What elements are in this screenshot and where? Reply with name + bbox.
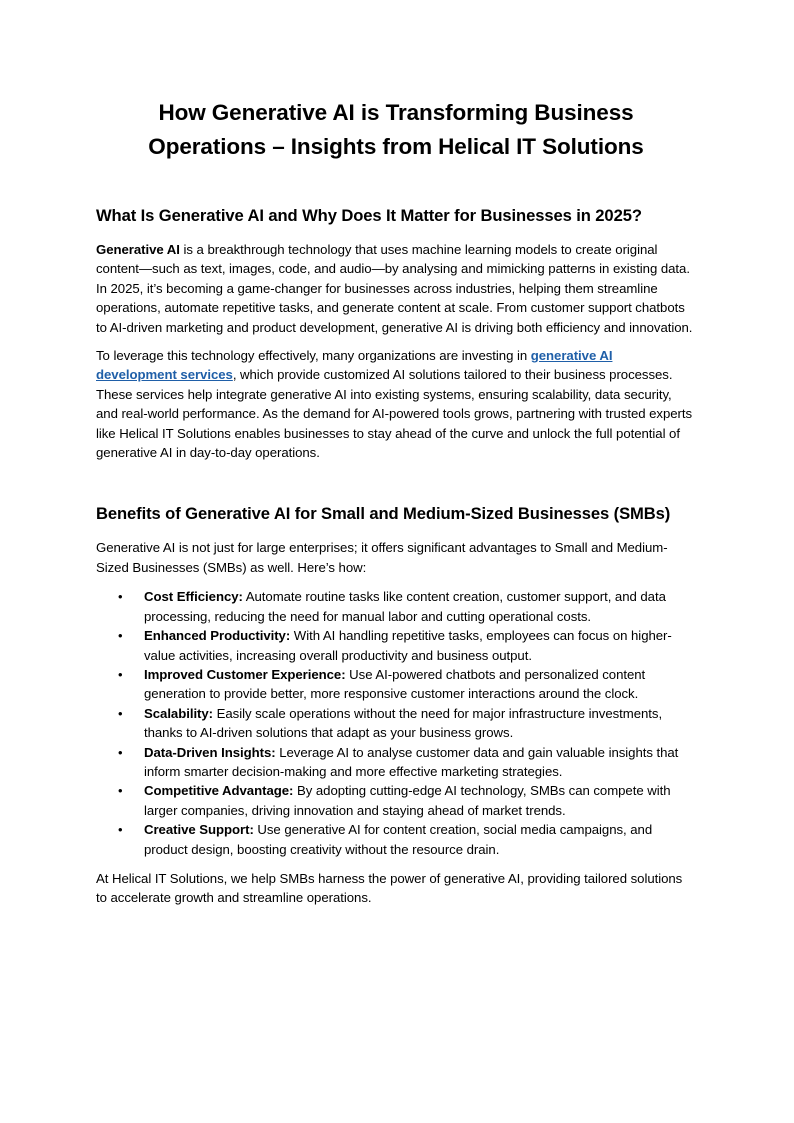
benefit-label: Enhanced Productivity: — [144, 628, 291, 644]
benefit-label: Data-Driven Insights: — [144, 744, 276, 760]
list-item — [96, 820, 696, 859]
bullet-icon: • — [118, 628, 123, 644]
section-heading-what-is-genai: What Is Generative AI and Why Does It Matter for Businesses in 2025? — [96, 206, 642, 225]
bullet-icon: • — [118, 705, 123, 721]
benefit-label: Competitive Advantage: — [144, 783, 294, 799]
bold-term-generative-ai: Generative AI — [96, 242, 180, 257]
benefit-text: Easily scale operations without the need for major infrastructure investments, thanks to AI-driven solutions that adapt as your business grows. — [144, 705, 663, 741]
list-item — [96, 743, 696, 782]
list-item — [96, 665, 696, 704]
paragraph-closing: At Helical IT Solutions, we help SMBs harness the power of generative AI, providing tailored solutions to accelerate growth and streamline operations. — [96, 870, 683, 906]
title-line-2: Operations – Insights from Helical IT Solutions — [148, 134, 644, 159]
bullet-icon: • — [118, 822, 123, 838]
list-item — [96, 626, 696, 665]
paragraph-leverage — [96, 346, 696, 462]
paragraph-text: , which provide customized AI solutions tailored to their business processes. These services help integrate generative AI into existing systems, ensuring scalability, data security, and real-world performance. As the demand for AI-powered tools grows, partnering with trusted experts like Helical IT Solutions enables businesses to stay ahead of the curve and unlock the full potential of generative AI in day-to-day operations. — [96, 367, 693, 461]
paragraph-smb-intro: Generative AI is not just for large enterprises; it offers significant advantages to Small and Medium-Sized Businesses (SMBs) as well. Here’s how: — [96, 540, 668, 575]
paragraph-genai-definition — [96, 240, 696, 337]
benefit-text: Use generative AI for content creation, social media campaigns, and product design, boosting creativity without the resource drain. — [144, 822, 653, 857]
list-item — [96, 704, 696, 743]
document-page — [96, 96, 696, 908]
bullet-icon: • — [118, 783, 123, 799]
link-generative-ai-development-services[interactable]: generative AI development services — [96, 348, 613, 383]
list-item — [96, 781, 696, 820]
list-item — [96, 587, 696, 626]
bullet-icon: • — [118, 666, 123, 682]
benefit-label: Improved Customer Experience: — [144, 666, 346, 682]
section-heading-benefits-smb: Benefits of Generative AI for Small and Medium-Sized Businesses (SMBs) — [96, 504, 671, 524]
benefit-text: By adopting cutting-edge AI technology, SMBs can compete with larger companies, driving innovation and staying ahead of market trends. — [144, 783, 671, 818]
bullet-icon: • — [118, 744, 123, 760]
benefit-label: Cost Efficiency: — [144, 589, 243, 605]
title-line-1: How Generative AI is Transforming Business — [158, 100, 634, 125]
benefit-label: Creative Support: — [144, 822, 254, 838]
bullet-icon: • — [118, 589, 123, 605]
benefit-text: Leverage AI to analyse customer data and gain valuable insights that inform smarter decision-making and more effective marketing strategies. — [144, 744, 679, 779]
benefit-label: Scalability: — [144, 705, 214, 721]
benefit-text: Automate routine tasks like content creation, customer support, and data processing, reducing the need for manual labor and cutting operational costs. — [144, 589, 666, 624]
paragraph-text: To leverage this technology effectively, many organizations are investing in — [96, 348, 531, 364]
benefit-text: With AI handling repetitive tasks, employees can focus on higher-value activities, increasing overall productivity and business output. — [144, 628, 672, 663]
document-title — [96, 96, 696, 164]
benefit-list — [96, 587, 696, 859]
paragraph-text: is a breakthrough technology that uses machine learning models to create original content—such as text, images, code, and audio—by analysing and mimicking patterns in existing data. In 2025, it’s becoming a game-changer for businesses across industries, helping them streamline operations, automate repetitive tasks, and generate content at scale. From customer support chatbots to AI-driven marketing and product development, generative AI is driving both efficiency and innovation. — [96, 242, 693, 335]
benefit-text: Use AI-powered chatbots and personalized content generation to provide better, more responsive customer interactions around the clock. — [144, 666, 646, 702]
